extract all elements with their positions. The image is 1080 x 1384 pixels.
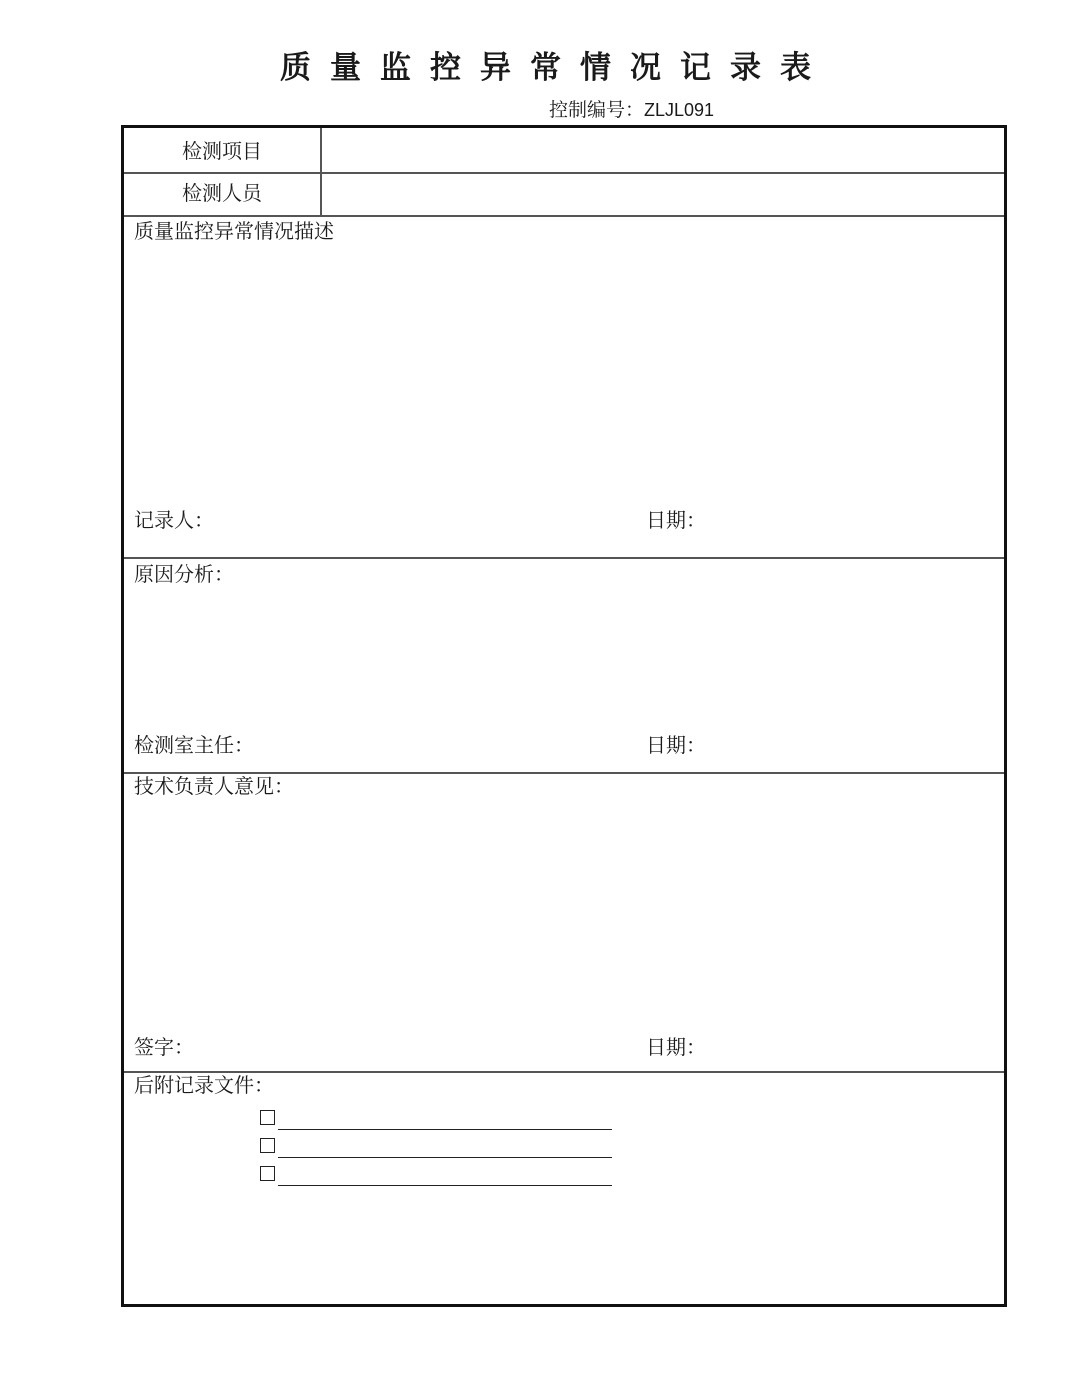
attachment-item (260, 1108, 612, 1130)
attachment-item (260, 1136, 612, 1158)
divider (124, 557, 1004, 559)
recorder-label: 记录人： (134, 508, 214, 532)
row-label-tester: 检测人员 (182, 181, 262, 205)
description-date-label: 日期： (646, 508, 706, 532)
description-area[interactable] (124, 248, 1004, 498)
attachments-label: 后附记录文件： (134, 1073, 274, 1097)
tester-field[interactable] (322, 174, 1004, 215)
attachment-item (260, 1164, 612, 1186)
attachment-checkbox[interactable] (260, 1166, 275, 1181)
column-divider (320, 128, 322, 216)
attachment-blank-line[interactable] (278, 1185, 612, 1186)
director-label: 检测室主任： (134, 733, 254, 757)
technical-opinion-label: 技术负责人意见： (134, 774, 294, 798)
cause-date-label: 日期： (646, 733, 706, 757)
signature-label: 签字： (134, 1035, 194, 1059)
opinion-date-label: 日期： (646, 1035, 706, 1059)
control-number-label: 控制编号： (549, 99, 645, 121)
cause-analysis-label: 原因分析： (134, 562, 234, 586)
control-number-code: ZLJL091 (644, 100, 715, 120)
test-item-field[interactable] (322, 128, 1004, 172)
row-label-test-item: 检测项目 (182, 139, 262, 163)
description-label: 质量监控异常情况描述 (134, 219, 334, 243)
attachment-checkbox[interactable] (260, 1138, 275, 1153)
record-form (121, 125, 1007, 1307)
control-number (549, 96, 714, 124)
cause-analysis-area[interactable] (124, 592, 1004, 722)
attachment-blank-line[interactable] (278, 1157, 612, 1158)
attachment-checkbox[interactable] (260, 1110, 275, 1125)
attachment-blank-line[interactable] (278, 1129, 612, 1130)
technical-opinion-area[interactable] (124, 804, 1004, 1024)
document-title: 质量监控异常情况记录表 (280, 50, 830, 86)
